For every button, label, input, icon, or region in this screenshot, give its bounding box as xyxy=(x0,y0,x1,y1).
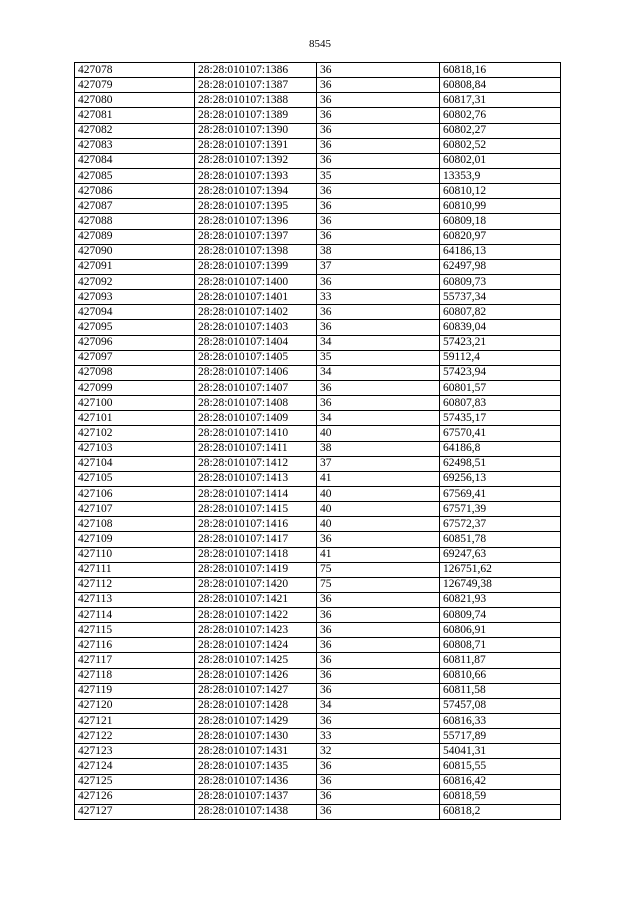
row-number-cell: 427119 xyxy=(75,683,195,698)
area-cell: 36 xyxy=(317,274,440,289)
area-cell: 36 xyxy=(317,396,440,411)
table-row xyxy=(75,668,561,683)
row-number-cell: 427110 xyxy=(75,547,195,562)
row-number-cell: 427082 xyxy=(75,123,195,138)
cadastral-number-cell: 28:28:010107:1418 xyxy=(195,547,317,562)
area-cell: 33 xyxy=(317,290,440,305)
table-row xyxy=(75,471,561,486)
cadastral-number-cell: 28:28:010107:1407 xyxy=(195,380,317,395)
row-number-cell: 427109 xyxy=(75,532,195,547)
row-number-cell: 427106 xyxy=(75,486,195,501)
data-table xyxy=(74,62,561,820)
value-cell: 55717,89 xyxy=(440,729,561,744)
area-cell: 75 xyxy=(317,562,440,577)
row-number-cell: 427096 xyxy=(75,335,195,350)
table-row xyxy=(75,547,561,562)
area-cell: 36 xyxy=(317,789,440,804)
value-cell: 62498,51 xyxy=(440,456,561,471)
table-row xyxy=(75,93,561,108)
table-row xyxy=(75,562,561,577)
table-row xyxy=(75,290,561,305)
row-number-cell: 427122 xyxy=(75,729,195,744)
area-cell: 36 xyxy=(317,638,440,653)
table-row xyxy=(75,184,561,199)
area-cell: 36 xyxy=(317,804,440,819)
value-cell: 60809,74 xyxy=(440,608,561,623)
area-cell: 36 xyxy=(317,653,440,668)
area-cell: 36 xyxy=(317,93,440,108)
table-row xyxy=(75,789,561,804)
area-cell: 36 xyxy=(317,138,440,153)
row-number-cell: 427104 xyxy=(75,456,195,471)
value-cell: 13353,9 xyxy=(440,168,561,183)
cadastral-number-cell: 28:28:010107:1422 xyxy=(195,608,317,623)
value-cell: 57423,94 xyxy=(440,365,561,380)
table-row xyxy=(75,714,561,729)
cadastral-number-cell: 28:28:010107:1417 xyxy=(195,532,317,547)
row-number-cell: 427081 xyxy=(75,108,195,123)
table-row xyxy=(75,229,561,244)
area-cell: 40 xyxy=(317,502,440,517)
value-cell: 60811,58 xyxy=(440,683,561,698)
area-cell: 36 xyxy=(317,63,440,78)
area-cell: 41 xyxy=(317,471,440,486)
cadastral-number-cell: 28:28:010107:1409 xyxy=(195,411,317,426)
cadastral-number-cell: 28:28:010107:1398 xyxy=(195,244,317,259)
value-cell: 60808,84 xyxy=(440,78,561,93)
row-number-cell: 427120 xyxy=(75,698,195,713)
value-cell: 60817,31 xyxy=(440,93,561,108)
table-row xyxy=(75,108,561,123)
cadastral-number-cell: 28:28:010107:1426 xyxy=(195,668,317,683)
row-number-cell: 427099 xyxy=(75,380,195,395)
area-cell: 36 xyxy=(317,623,440,638)
cadastral-number-cell: 28:28:010107:1390 xyxy=(195,123,317,138)
table-row xyxy=(75,698,561,713)
row-number-cell: 427115 xyxy=(75,623,195,638)
cadastral-number-cell: 28:28:010107:1424 xyxy=(195,638,317,653)
value-cell: 60818,59 xyxy=(440,789,561,804)
cadastral-number-cell: 28:28:010107:1404 xyxy=(195,335,317,350)
area-cell: 36 xyxy=(317,668,440,683)
value-cell: 60821,93 xyxy=(440,592,561,607)
cadastral-number-cell: 28:28:010107:1389 xyxy=(195,108,317,123)
value-cell: 67570,41 xyxy=(440,426,561,441)
table-row xyxy=(75,426,561,441)
page-number: 8545 xyxy=(309,38,331,50)
table-row xyxy=(75,683,561,698)
value-cell: 57423,21 xyxy=(440,335,561,350)
cadastral-number-cell: 28:28:010107:1413 xyxy=(195,471,317,486)
row-number-cell: 427089 xyxy=(75,229,195,244)
area-cell: 35 xyxy=(317,168,440,183)
cadastral-number-cell: 28:28:010107:1388 xyxy=(195,93,317,108)
row-number-cell: 427111 xyxy=(75,562,195,577)
table-row xyxy=(75,517,561,532)
cadastral-number-cell: 28:28:010107:1420 xyxy=(195,577,317,592)
area-cell: 36 xyxy=(317,714,440,729)
value-cell: 60802,52 xyxy=(440,138,561,153)
table-row xyxy=(75,335,561,350)
value-cell: 62497,98 xyxy=(440,259,561,274)
value-cell: 60818,2 xyxy=(440,804,561,819)
cadastral-number-cell: 28:28:010107:1394 xyxy=(195,184,317,199)
table-body xyxy=(75,63,561,820)
row-number-cell: 427085 xyxy=(75,168,195,183)
cadastral-number-cell: 28:28:010107:1393 xyxy=(195,168,317,183)
value-cell: 60801,57 xyxy=(440,380,561,395)
cadastral-number-cell: 28:28:010107:1400 xyxy=(195,274,317,289)
value-cell: 60810,66 xyxy=(440,668,561,683)
table-row xyxy=(75,199,561,214)
area-cell: 34 xyxy=(317,335,440,350)
row-number-cell: 427116 xyxy=(75,638,195,653)
row-number-cell: 427112 xyxy=(75,577,195,592)
value-cell: 67571,39 xyxy=(440,502,561,517)
table-row xyxy=(75,456,561,471)
area-cell: 36 xyxy=(317,78,440,93)
area-cell: 32 xyxy=(317,744,440,759)
cadastral-number-cell: 28:28:010107:1429 xyxy=(195,714,317,729)
cadastral-number-cell: 28:28:010107:1438 xyxy=(195,804,317,819)
table-row xyxy=(75,123,561,138)
area-cell: 34 xyxy=(317,698,440,713)
row-number-cell: 427095 xyxy=(75,320,195,335)
row-number-cell: 427118 xyxy=(75,668,195,683)
row-number-cell: 427097 xyxy=(75,350,195,365)
table-row xyxy=(75,592,561,607)
row-number-cell: 427102 xyxy=(75,426,195,441)
table-row xyxy=(75,774,561,789)
area-cell: 40 xyxy=(317,426,440,441)
value-cell: 126751,62 xyxy=(440,562,561,577)
value-cell: 69256,13 xyxy=(440,471,561,486)
cadastral-number-cell: 28:28:010107:1431 xyxy=(195,744,317,759)
row-number-cell: 427086 xyxy=(75,184,195,199)
cadastral-number-cell: 28:28:010107:1419 xyxy=(195,562,317,577)
table-row xyxy=(75,63,561,78)
value-cell: 60802,27 xyxy=(440,123,561,138)
area-cell: 38 xyxy=(317,441,440,456)
area-cell: 36 xyxy=(317,592,440,607)
cadastral-number-cell: 28:28:010107:1414 xyxy=(195,486,317,501)
area-cell: 36 xyxy=(317,229,440,244)
area-cell: 33 xyxy=(317,729,440,744)
cadastral-number-cell: 28:28:010107:1395 xyxy=(195,199,317,214)
row-number-cell: 427092 xyxy=(75,274,195,289)
area-cell: 36 xyxy=(317,153,440,168)
cadastral-number-cell: 28:28:010107:1391 xyxy=(195,138,317,153)
cadastral-number-cell: 28:28:010107:1396 xyxy=(195,214,317,229)
table-row xyxy=(75,153,561,168)
area-cell: 36 xyxy=(317,320,440,335)
row-number-cell: 427117 xyxy=(75,653,195,668)
table-row xyxy=(75,168,561,183)
row-number-cell: 427087 xyxy=(75,199,195,214)
row-number-cell: 427125 xyxy=(75,774,195,789)
table-row xyxy=(75,653,561,668)
table-row xyxy=(75,350,561,365)
value-cell: 69247,63 xyxy=(440,547,561,562)
value-cell: 60851,78 xyxy=(440,532,561,547)
value-cell: 60810,12 xyxy=(440,184,561,199)
cadastral-number-cell: 28:28:010107:1425 xyxy=(195,653,317,668)
row-number-cell: 427084 xyxy=(75,153,195,168)
value-cell: 64186,8 xyxy=(440,441,561,456)
row-number-cell: 427090 xyxy=(75,244,195,259)
table-row xyxy=(75,411,561,426)
value-cell: 60802,76 xyxy=(440,108,561,123)
table-row xyxy=(75,396,561,411)
cadastral-number-cell: 28:28:010107:1387 xyxy=(195,78,317,93)
area-cell: 36 xyxy=(317,108,440,123)
area-cell: 36 xyxy=(317,305,440,320)
row-number-cell: 427091 xyxy=(75,259,195,274)
table-row xyxy=(75,502,561,517)
cadastral-number-cell: 28:28:010107:1386 xyxy=(195,63,317,78)
value-cell: 60816,33 xyxy=(440,714,561,729)
row-number-cell: 427113 xyxy=(75,592,195,607)
value-cell: 57457,08 xyxy=(440,698,561,713)
cadastral-number-cell: 28:28:010107:1421 xyxy=(195,592,317,607)
area-cell: 36 xyxy=(317,380,440,395)
row-number-cell: 427127 xyxy=(75,804,195,819)
cadastral-number-cell: 28:28:010107:1436 xyxy=(195,774,317,789)
cadastral-number-cell: 28:28:010107:1408 xyxy=(195,396,317,411)
row-number-cell: 427121 xyxy=(75,714,195,729)
cadastral-number-cell: 28:28:010107:1401 xyxy=(195,290,317,305)
table-row xyxy=(75,804,561,819)
value-cell: 67569,41 xyxy=(440,486,561,501)
value-cell: 60806,91 xyxy=(440,623,561,638)
cadastral-number-cell: 28:28:010107:1405 xyxy=(195,350,317,365)
table-row xyxy=(75,532,561,547)
area-cell: 36 xyxy=(317,774,440,789)
cadastral-number-cell: 28:28:010107:1392 xyxy=(195,153,317,168)
row-number-cell: 427093 xyxy=(75,290,195,305)
value-cell: 60809,18 xyxy=(440,214,561,229)
cadastral-number-cell: 28:28:010107:1412 xyxy=(195,456,317,471)
area-cell: 38 xyxy=(317,244,440,259)
cadastral-number-cell: 28:28:010107:1430 xyxy=(195,729,317,744)
area-cell: 40 xyxy=(317,517,440,532)
row-number-cell: 427101 xyxy=(75,411,195,426)
area-cell: 36 xyxy=(317,683,440,698)
table-row xyxy=(75,623,561,638)
row-number-cell: 427107 xyxy=(75,502,195,517)
table-row xyxy=(75,274,561,289)
area-cell: 36 xyxy=(317,184,440,199)
table-row xyxy=(75,214,561,229)
value-cell: 60807,83 xyxy=(440,396,561,411)
row-number-cell: 427123 xyxy=(75,744,195,759)
row-number-cell: 427100 xyxy=(75,396,195,411)
cadastral-number-cell: 28:28:010107:1403 xyxy=(195,320,317,335)
table-row xyxy=(75,486,561,501)
value-cell: 60811,87 xyxy=(440,653,561,668)
table-row xyxy=(75,244,561,259)
row-number-cell: 427124 xyxy=(75,759,195,774)
area-cell: 34 xyxy=(317,365,440,380)
row-number-cell: 427079 xyxy=(75,78,195,93)
cadastral-number-cell: 28:28:010107:1402 xyxy=(195,305,317,320)
table-row xyxy=(75,305,561,320)
row-number-cell: 427078 xyxy=(75,63,195,78)
row-number-cell: 427083 xyxy=(75,138,195,153)
cadastral-number-cell: 28:28:010107:1435 xyxy=(195,759,317,774)
row-number-cell: 427098 xyxy=(75,365,195,380)
value-cell: 60820,97 xyxy=(440,229,561,244)
cadastral-number-cell: 28:28:010107:1399 xyxy=(195,259,317,274)
cadastral-number-cell: 28:28:010107:1411 xyxy=(195,441,317,456)
area-cell: 36 xyxy=(317,123,440,138)
row-number-cell: 427126 xyxy=(75,789,195,804)
table-row xyxy=(75,259,561,274)
cadastral-number-cell: 28:28:010107:1427 xyxy=(195,683,317,698)
area-cell: 36 xyxy=(317,532,440,547)
row-number-cell: 427105 xyxy=(75,471,195,486)
cadastral-number-cell: 28:28:010107:1410 xyxy=(195,426,317,441)
cadastral-number-cell: 28:28:010107:1397 xyxy=(195,229,317,244)
value-cell: 59112,4 xyxy=(440,350,561,365)
value-cell: 60816,42 xyxy=(440,774,561,789)
value-cell: 60807,82 xyxy=(440,305,561,320)
table-row xyxy=(75,365,561,380)
value-cell: 57435,17 xyxy=(440,411,561,426)
value-cell: 55737,34 xyxy=(440,290,561,305)
table-row xyxy=(75,441,561,456)
area-cell: 41 xyxy=(317,547,440,562)
area-cell: 36 xyxy=(317,759,440,774)
table-row xyxy=(75,638,561,653)
area-cell: 37 xyxy=(317,259,440,274)
value-cell: 67572,37 xyxy=(440,517,561,532)
value-cell: 54041,31 xyxy=(440,744,561,759)
cadastral-number-cell: 28:28:010107:1437 xyxy=(195,789,317,804)
area-cell: 36 xyxy=(317,608,440,623)
table-row xyxy=(75,608,561,623)
cadastral-number-cell: 28:28:010107:1423 xyxy=(195,623,317,638)
area-cell: 36 xyxy=(317,214,440,229)
value-cell: 126749,38 xyxy=(440,577,561,592)
table-row xyxy=(75,577,561,592)
row-number-cell: 427094 xyxy=(75,305,195,320)
table-row xyxy=(75,729,561,744)
row-number-cell: 427108 xyxy=(75,517,195,532)
cadastral-number-cell: 28:28:010107:1406 xyxy=(195,365,317,380)
cadastral-number-cell: 28:28:010107:1416 xyxy=(195,517,317,532)
row-number-cell: 427080 xyxy=(75,93,195,108)
value-cell: 60810,99 xyxy=(440,199,561,214)
table-row xyxy=(75,759,561,774)
value-cell: 60818,16 xyxy=(440,63,561,78)
value-cell: 60809,73 xyxy=(440,274,561,289)
value-cell: 60802,01 xyxy=(440,153,561,168)
row-number-cell: 427088 xyxy=(75,214,195,229)
area-cell: 37 xyxy=(317,456,440,471)
table-row xyxy=(75,320,561,335)
table-row xyxy=(75,78,561,93)
value-cell: 60808,71 xyxy=(440,638,561,653)
value-cell: 60839,04 xyxy=(440,320,561,335)
area-cell: 36 xyxy=(317,199,440,214)
row-number-cell: 427103 xyxy=(75,441,195,456)
area-cell: 40 xyxy=(317,486,440,501)
table-row xyxy=(75,380,561,395)
table-row xyxy=(75,744,561,759)
area-cell: 75 xyxy=(317,577,440,592)
area-cell: 35 xyxy=(317,350,440,365)
table-row xyxy=(75,138,561,153)
cadastral-number-cell: 28:28:010107:1415 xyxy=(195,502,317,517)
area-cell: 34 xyxy=(317,411,440,426)
row-number-cell: 427114 xyxy=(75,608,195,623)
cadastral-number-cell: 28:28:010107:1428 xyxy=(195,698,317,713)
value-cell: 60815,55 xyxy=(440,759,561,774)
value-cell: 64186,13 xyxy=(440,244,561,259)
